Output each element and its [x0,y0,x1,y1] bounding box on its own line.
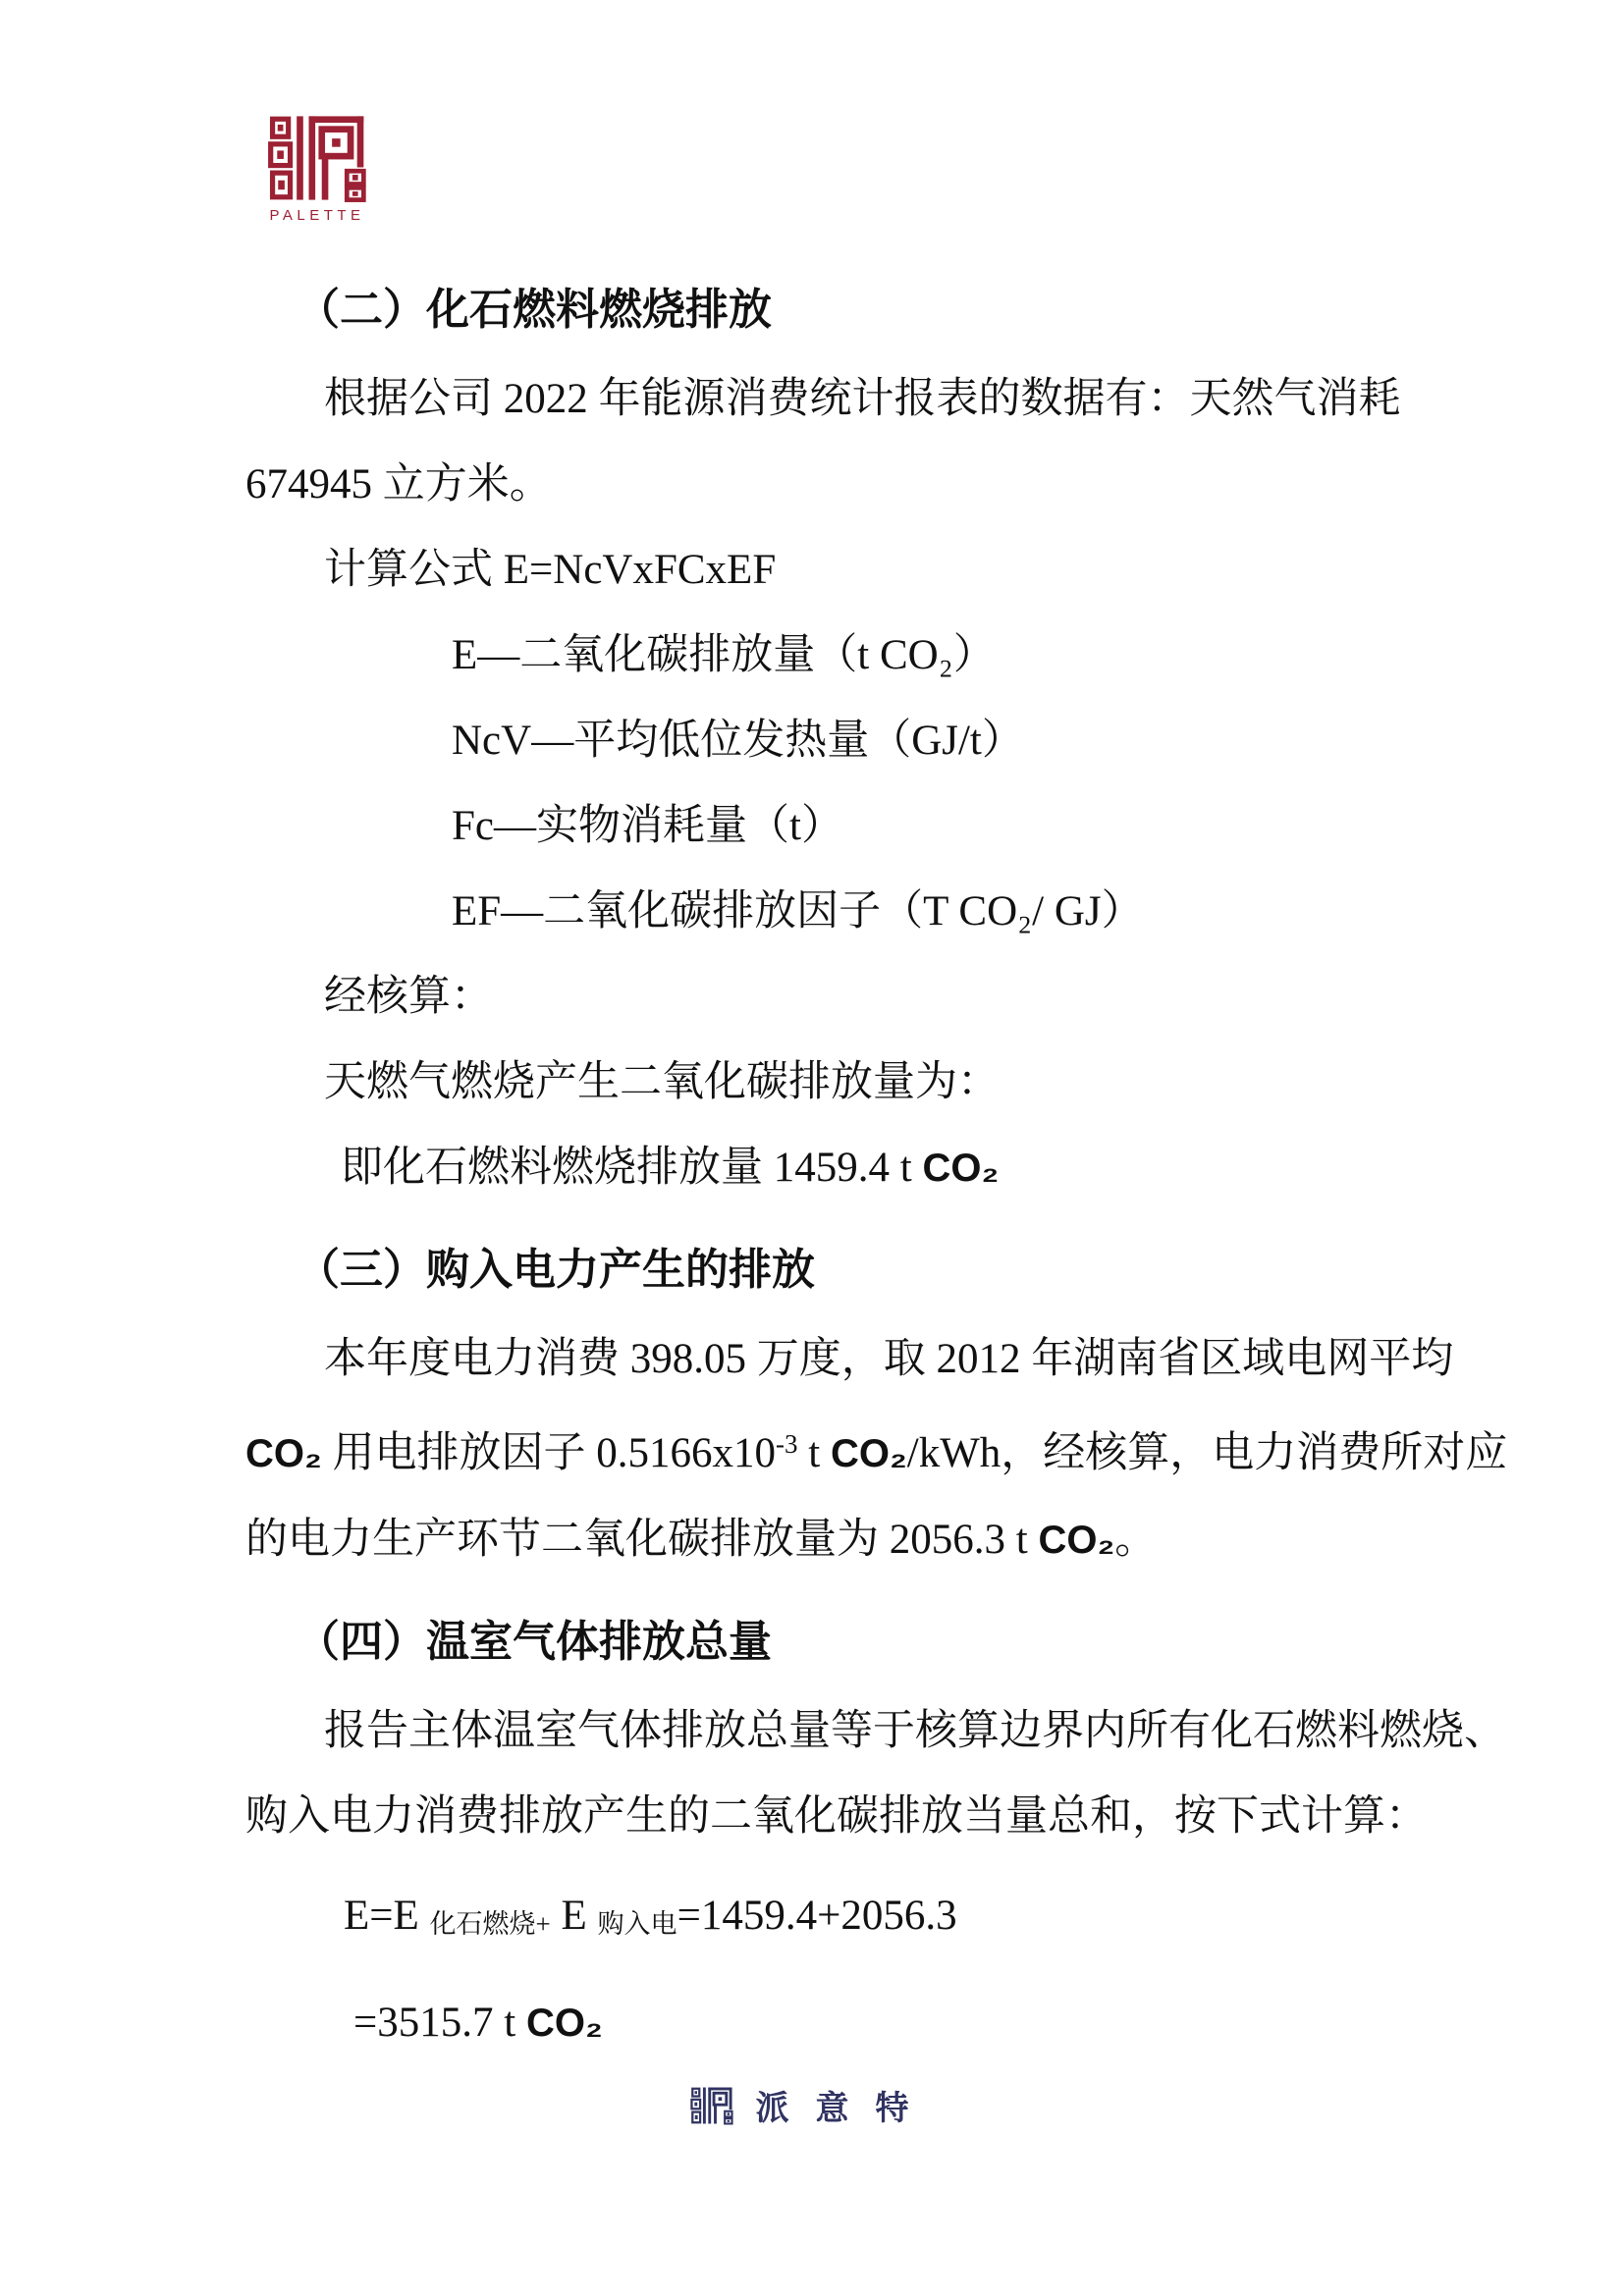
section-heading-fossil-fuel: （二）化石燃料燃烧排放 [297,286,772,334]
paragraph-electricity-line1: 本年度电力消费 398.05 万度，取 2012 年湖南省区域电网平均 [324,1336,1454,1382]
footer [0,2081,1624,2129]
paragraph-total-line2: 购入电力消费排放产生的二氧化碳排放当量总和，按下式计算： [245,1793,1428,1840]
paragraph-electricity-line3: 的电力生产环节二氧化碳排放量为 2056.3 t CO₂。 [245,1517,1158,1563]
formula-definition-ncv: NcV—平均低位发热量（GJ/t） [452,718,1024,764]
footer-logo-icon [689,2086,734,2125]
paragraph-after-accounting: 经核算： [324,974,493,1020]
palette-logo-icon [265,111,369,205]
paragraph-gas-consumption-line2: 674945 立方米。 [245,461,552,507]
paragraph-gas-consumption-line1: 根据公司 2022 年能源消费统计报表的数据有：天然气消耗 [324,376,1401,422]
paragraph-total-line1: 报告主体温室气体排放总量等于核算边界内所有化石燃料燃烧、 [324,1708,1506,1754]
footer-brand: 派意特 [755,2090,936,2127]
formula-intro-line: 计算公式 E=NcVxFCxEF [324,547,777,593]
header-logo [265,111,369,224]
palette-wordmark: PALETTE [269,207,365,224]
formula-definition-ef: EF—二氧化碳排放因子（T CO₂/ GJ） [452,888,1144,934]
paragraph-electricity-line2: CO₂ 用电排放因子 $0.5166x10^{-3}$ t CO₂/kWh，经核算，电力消费所对应 [245,1429,1508,1476]
formula-definition-fc: Fc—实物消耗量（t） [452,803,843,849]
total-result-line: =3515.7 t CO₂ [353,2000,603,2046]
section-heading-purchased-power: （三）购入电力产生的排放 [297,1246,815,1294]
section-heading-total-ghg: （四）温室气体排放总量 [297,1618,772,1666]
fossil-emission-result-line: 即化石燃料燃烧排放量 1459.4 t CO₂ [341,1145,1000,1191]
total-equation-line: E=E 化石燃烧+ E 购入电=1459.4+2056.3 [344,1893,957,1939]
paragraph-gas-emission-intro: 天燃气燃烧产生二氧化碳排放量为： [324,1059,1000,1105]
formula-definition-e: E—二氧化碳排放量（t CO₂） [452,632,996,678]
